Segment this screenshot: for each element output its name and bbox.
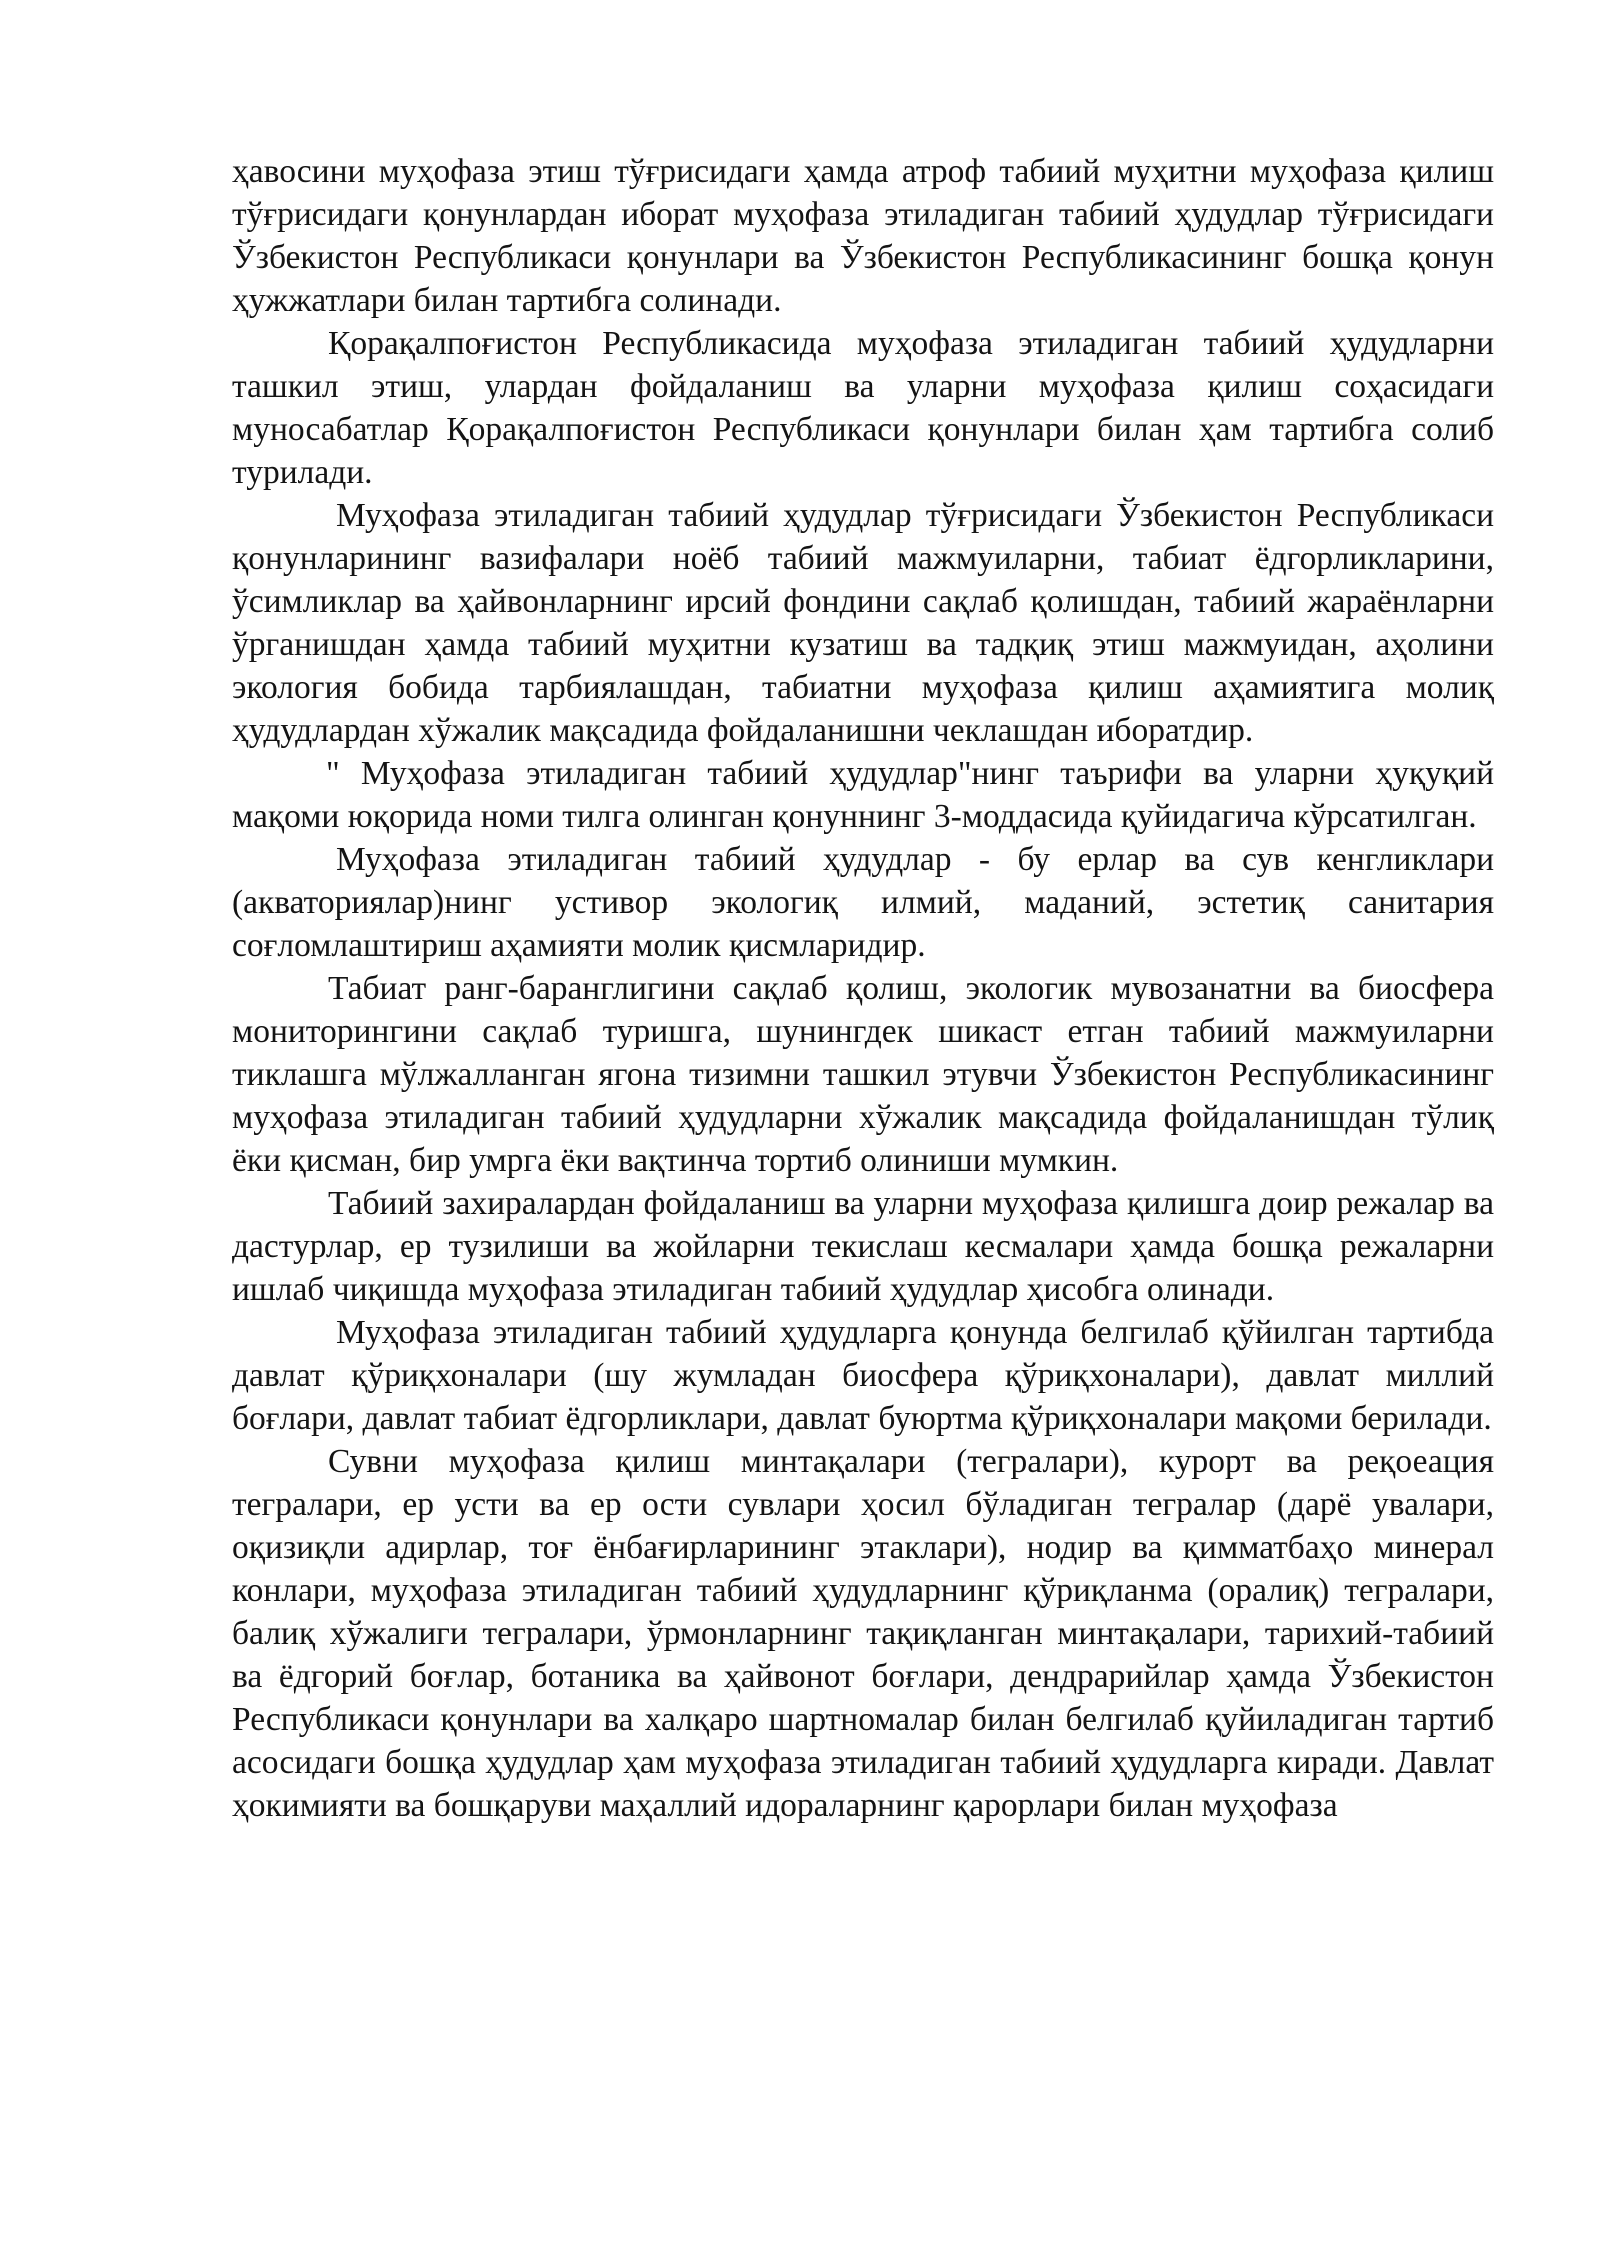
paragraph: ҳавосини муҳофаза этиш тўғрисидаги ҳамда атроф табиий муҳитни муҳофаза қилиш тўғрисидаги қонунлардан иборат муҳофаза этиладиган табиий ҳудудлар тўғрисидаги Ўзбекистон Республикаси қонунлари ва Ўзбекистон Республикасининг бошқа қонун ҳужжатлари билан тартибга солинади. [232,153,1494,319]
paragraph: Табиий захиралардан фойдаланиш ва уларни муҳофаза қилишга доир режалар ва дастурлар, ер тузилиши ва жойларни текислаш кесмалари ҳамда бошқа режаларни ишлаб чиқишда муҳофаза этиладиган табиий ҳудудлар ҳисобга олинади. [232,1185,1494,1308]
paragraph: Табиат ранг-баранглигини сақлаб қолиш, экологик мувозанатни ва биосфера мониторингини сақлаб туришга, шунингдек шикаст етган табиий мажмуиларни тиклашга мўлжалланган ягона тизимни ташкил этувчи Ўзбекистон Республикасининг муҳофаза этиладиган табиий ҳудудларни хўжалик мақсадида фойдаланишдан тўлиқ ёки қисман, бир умрга ёки вақтинча тортиб олиниши мумкин. [232,970,1494,1179]
paragraph: " Муҳофаза этиладиган табиий ҳудудлар"нинг таърифи ва уларни ҳуқуқий мақоми юқорида номи тилга олинган қонуннинг 3-моддасида қуйидагича кўрсатилган. [232,755,1494,835]
paragraph: Муҳофаза этиладиган табиий ҳудудларга қонунда белгилаб қўйилган тартибда давлат қўриқхоналари (шу жумладан биосфера қўриқхоналари), давлат миллий боғлари, давлат табиат ёдгорликлари, давлат буюртма қўриқхоналари мақоми берилади. [232,1314,1494,1437]
paragraph: Сувни муҳофаза қилиш минтақалари (тегралари), курорт ва реқоеация тегралари, ер усти ва ер ости сувлари ҳосил бўладиган тегралар (дарё увалари, оқизиқли адирлар, тоғ ёнбағирларининг этаклари), нодир ва қимматбаҳо минерал конлари, муҳофаза этиладиган табиий ҳудудларнинг қўриқланма (оралиқ) тегралари, балиқ хўжалиги тегралари, ўрмонларнинг тақиқланган минтақалари, тарихий-табиий ва ёдгорий боғлар, ботаника ва ҳайвонот боғлари, дендрарийлар ҳамда Ўзбекистон Республикаси қонунлари ва халқаро шартномалар билан белгилаб қуйиладиган тартиб асосидаги бошқа ҳудудлар ҳам муҳофаза этиладиган табиий ҳудудларга киради. Давлат ҳокимияти ва бошқаруви маҳаллий идораларнинг қарорлари билан муҳофаза [232,1443,1494,1824]
paragraph: Қорақалпоғистон Республикасида муҳофаза этиладиган табиий ҳудудларни ташкил этиш, улардан фойдаланиш ва уларни муҳофаза қилиш соҳасидаги муносабатлар Қорақалпоғистон Республикаси қонунлари билан ҳам тартибга солиб турилади. [232,325,1494,491]
paragraph: Муҳофаза этиладиган табиий ҳудудлар тўғрисидаги Ўзбекистон Республикаси қонунларининг вазифалари ноёб табиий мажмуиларни, табиат ёдгорликларини, ўсимликлар ва ҳайвонларнинг ирсий фондини сақлаб қолишдан, табиий жараёнларни ўрганишдан ҳамда табиий муҳитни кузатиш ва тадқиқ этиш мажмуидан, аҳолини экология бобида тарбиялашдан, табиатни муҳофаза қилиш аҳамиятига молиқ ҳудудлардан хўжалик мақсадида фойдаланишни чеклашдан иборатдир. [232,497,1494,749]
paragraph: Муҳофаза этиладиган табиий ҳудудлар - бу ерлар ва сув кенгликлари (акваториялар)нинг устивор экологиқ илмий, маданий, эстетиқ санитария соғломлаштириш аҳамияти молик қисмларидир. [232,841,1494,964]
document-body [232,150,1494,1827]
